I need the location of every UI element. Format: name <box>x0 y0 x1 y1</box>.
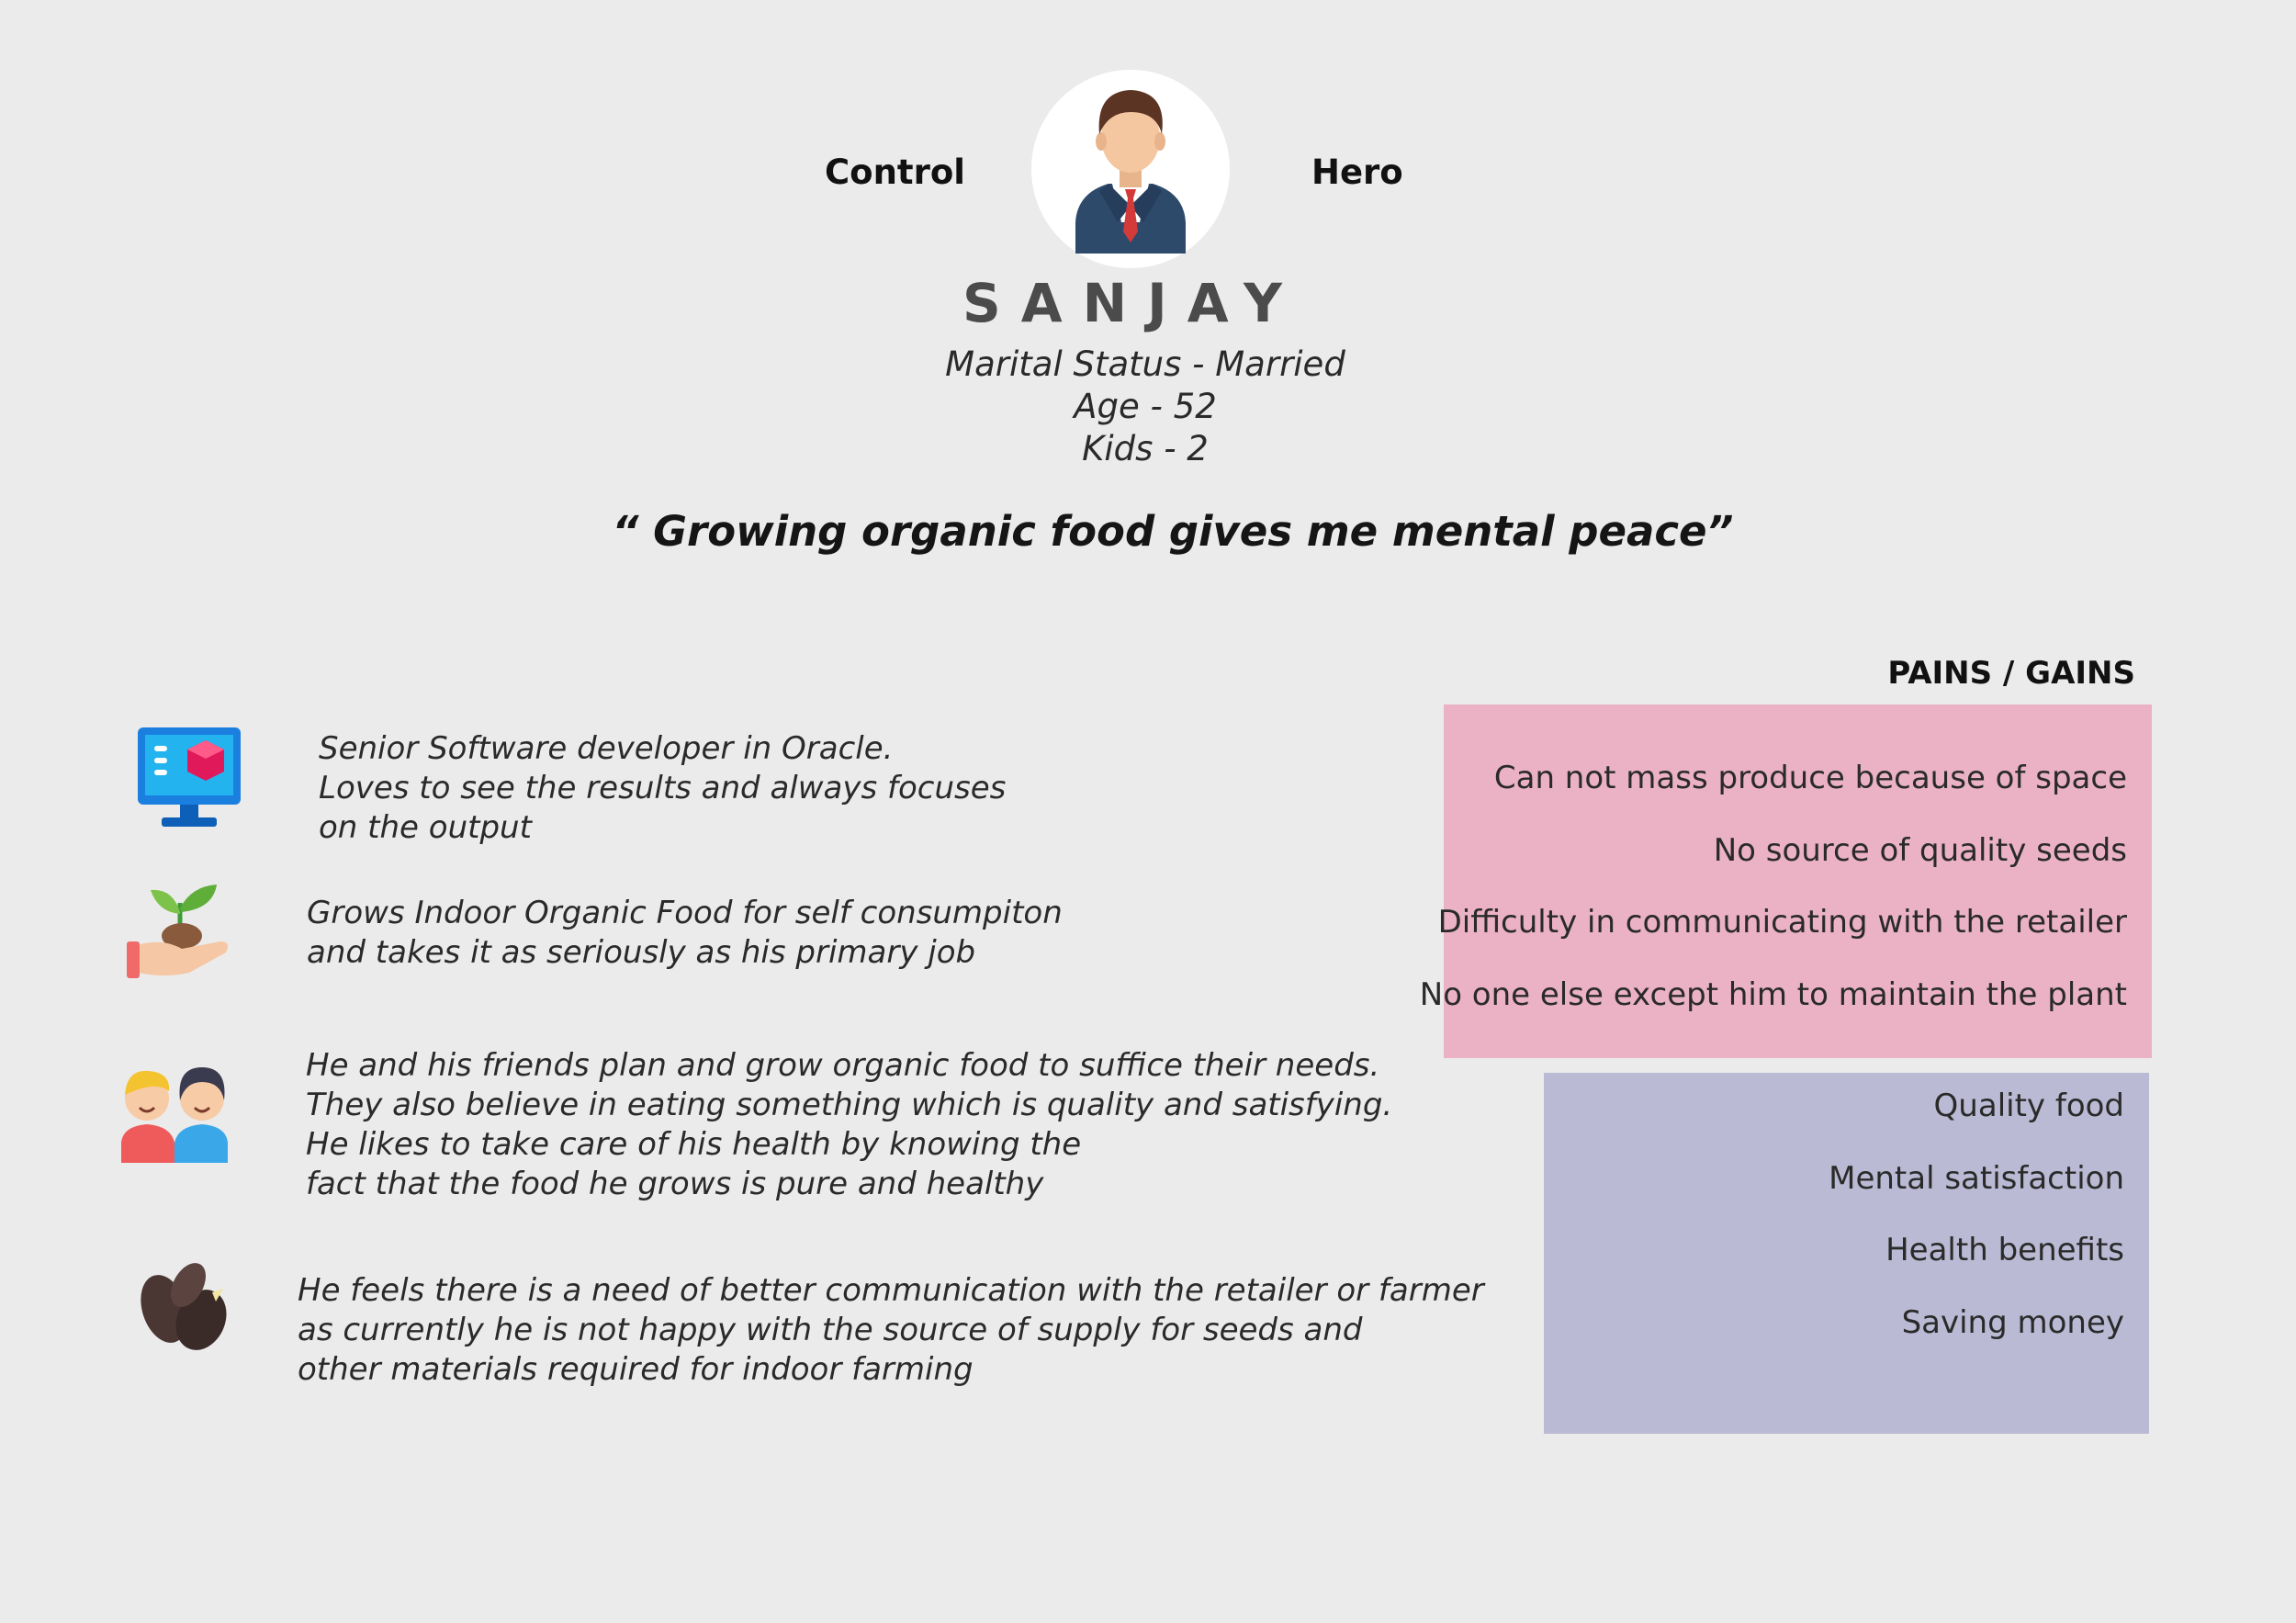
pains-box <box>1419 704 2152 1058</box>
gain-item: Mental satisfaction <box>1829 1159 2124 1197</box>
pain-item: Can not mass produce because of space <box>1493 760 2127 796</box>
age: Age - 52 <box>1074 387 1217 426</box>
about-friends: He and his friends plan and grow organic food to suffice their needs. They also believe in eating something which is quality and satisfying. He likes to take care of his health by knowing the fact that the food he grows is pure and healthy <box>306 1047 1393 1202</box>
computer-monitor-icon <box>134 724 244 834</box>
seeds-icon <box>131 1252 242 1362</box>
friends-icon <box>119 1054 230 1165</box>
pains-gains-heading: PAINS / GAINS <box>1887 655 2135 692</box>
about-occupation: Senior Software developer in Oracle. Loves to see the results and always focuses on the output <box>319 730 1007 846</box>
gains-list <box>1829 1088 2124 1376</box>
businessman-avatar-icon <box>1072 85 1189 254</box>
marital-status: Marital Status - Married <box>945 344 1345 384</box>
persona-trait-hero: Hero <box>1311 152 1403 192</box>
gain-item: Saving money <box>1901 1303 2124 1341</box>
pain-item: No one else except him to maintain the plant <box>1419 975 2127 1013</box>
gain-item: Health benefits <box>1885 1232 2124 1268</box>
pain-item: Difficulty in communicating with the retailer <box>1437 904 2127 941</box>
persona-trait-control: Control <box>825 152 965 192</box>
kids: Kids - 2 <box>1082 429 1209 468</box>
gains-box <box>1544 1073 2149 1434</box>
gain-item: Quality food <box>1933 1088 2124 1124</box>
about-hobby: Grows Indoor Organic Food for self consumpiton and takes it as seriously as his primary job <box>307 895 1063 971</box>
hand-holding-sprout-icon <box>125 877 235 987</box>
avatar <box>1031 70 1230 268</box>
persona-quote: “ Growing organic food gives me mental peace” <box>612 507 1734 556</box>
about-need: He feels there is a need of better communication with the retailer or farmer as currently he is not happy with the source of supply for seeds and other materials required for indoor farming <box>298 1272 1484 1388</box>
pains-list <box>1420 760 2127 1048</box>
persona-name: SANJAY <box>962 272 1303 334</box>
pain-item: No source of quality seeds <box>1713 831 2127 869</box>
